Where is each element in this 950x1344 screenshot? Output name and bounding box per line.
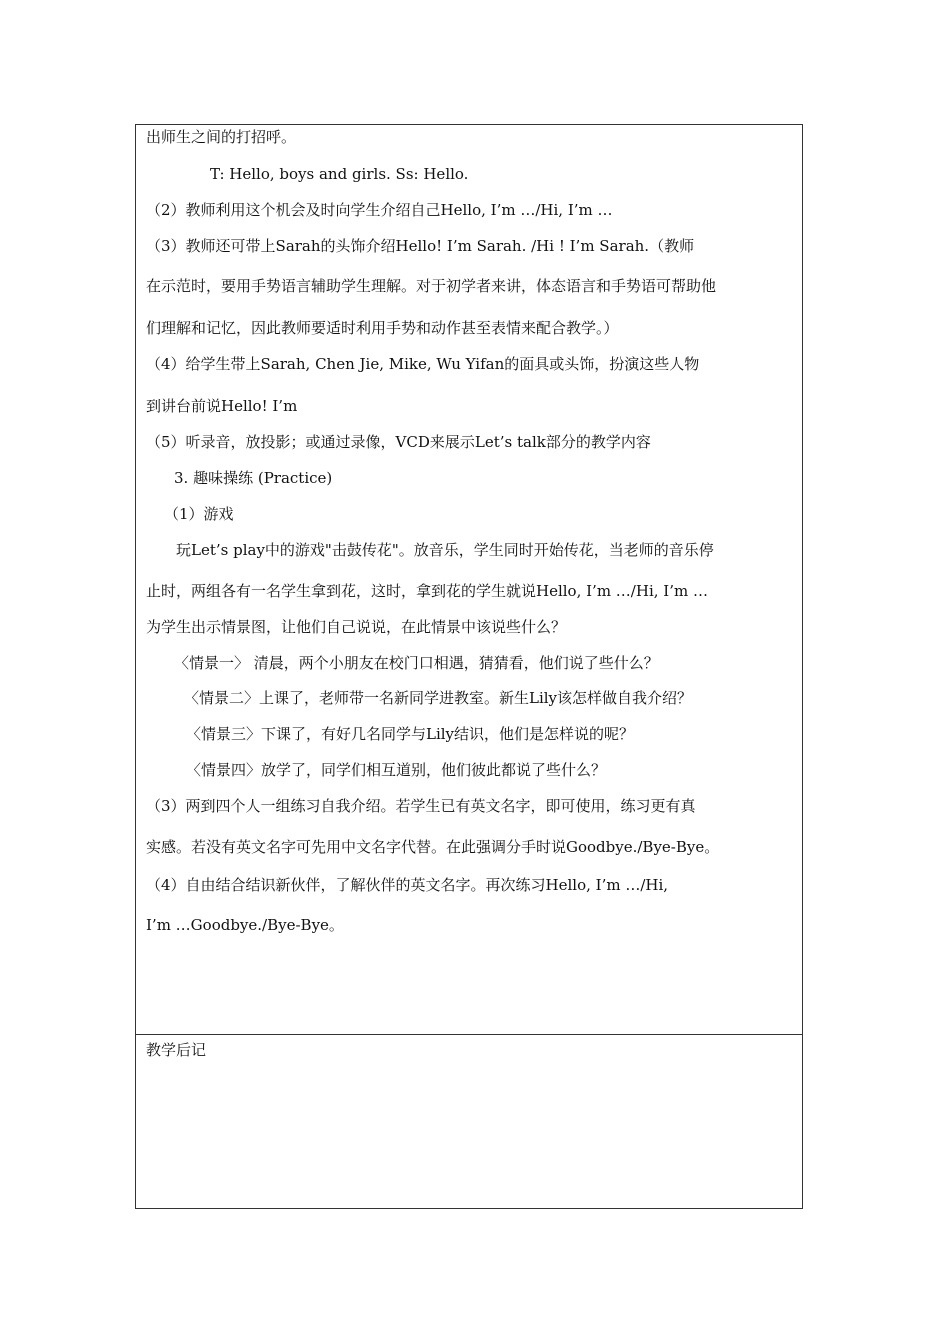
content-line: 玩Let’s play中的游戏"击鼓传花"。放音乐，学生同时开始传花，当老师的音乐停 [176, 541, 714, 559]
content-line: （4）给学生带上Sarah, Chen Jie, Mike, Wu Yifan的面具或头饰，扮演这些人物 [146, 355, 700, 373]
content-line: 到讲台前说Hello! I’m [146, 397, 298, 415]
content-line: 实感。若没有英文名字可先用中文名字代替。在此强调分手时说Goodbye./Bye-Bye。 [146, 838, 720, 856]
content-line: 在示范时，要用手势语言辅助学生理解。对于初学者来讲，体态语言和手势语可帮助他 [146, 277, 717, 295]
lesson-plan-table [135, 124, 803, 1209]
content-line: （2）教师利用这个机会及时向学生介绍自己Hello, I’m …/Hi, I’m … [146, 201, 613, 219]
scenario-line: 〈情景二〉上课了，老师带一名新同学进教室。新生Lily该怎样做自我介绍？ [184, 689, 693, 707]
scenario-line: 〈情景一〉 清晨，两个小朋友在校门口相遇，猜猜看，他们说了些什么？ [174, 654, 659, 672]
content-line: T: Hello, boys and girls. Ss: Hello. [210, 165, 469, 183]
table-row-divider [136, 1034, 802, 1035]
scenario-line: 〈情景四〉放学了，同学们相互道别，他们彼此都说了些什么？ [186, 761, 607, 779]
content-line: 们理解和记忆，因此教师要适时利用手势和动作甚至表情来配合教学。） [146, 319, 619, 337]
after-class-notes-label: 教学后记 [146, 1041, 207, 1059]
content-line: （1）游戏 [164, 505, 234, 523]
content-line: （4）自由结合结识新伙伴，了解伙伴的英文名字。再次练习Hello, I’m …/Hi, [146, 876, 669, 894]
content-line: （3）两到四个人一组练习自我介绍。若学生已有英文名字，即可使用，练习更有真 [146, 797, 696, 815]
content-line: 出师生之间的打招呼。 [146, 128, 297, 146]
content-line: I’m …Goodbye./Bye-Bye。 [146, 916, 344, 934]
section-heading: 3. 趣味操练 (Practice) [174, 469, 333, 487]
content-line: 止时，两组各有一名学生拿到花，这时，拿到花的学生就说Hello, I’m …/Hi, I’m … [146, 582, 708, 600]
content-line: （5）听录音，放投影；或通过录像，VCD来展示Let’s talk部分的教学内容 [146, 433, 651, 451]
scenario-line: 〈情景三〉下课了，有好几名同学与Lily结识，他们是怎样说的呢？ [186, 725, 635, 743]
content-line: 为学生出示情景图，让他们自己说说，在此情景中该说些什么？ [146, 618, 567, 636]
content-line: （3）教师还可带上Sarah的头饰介绍Hello! I’m Sarah. /Hi ! I’m Sarah.（教师 [146, 237, 695, 255]
